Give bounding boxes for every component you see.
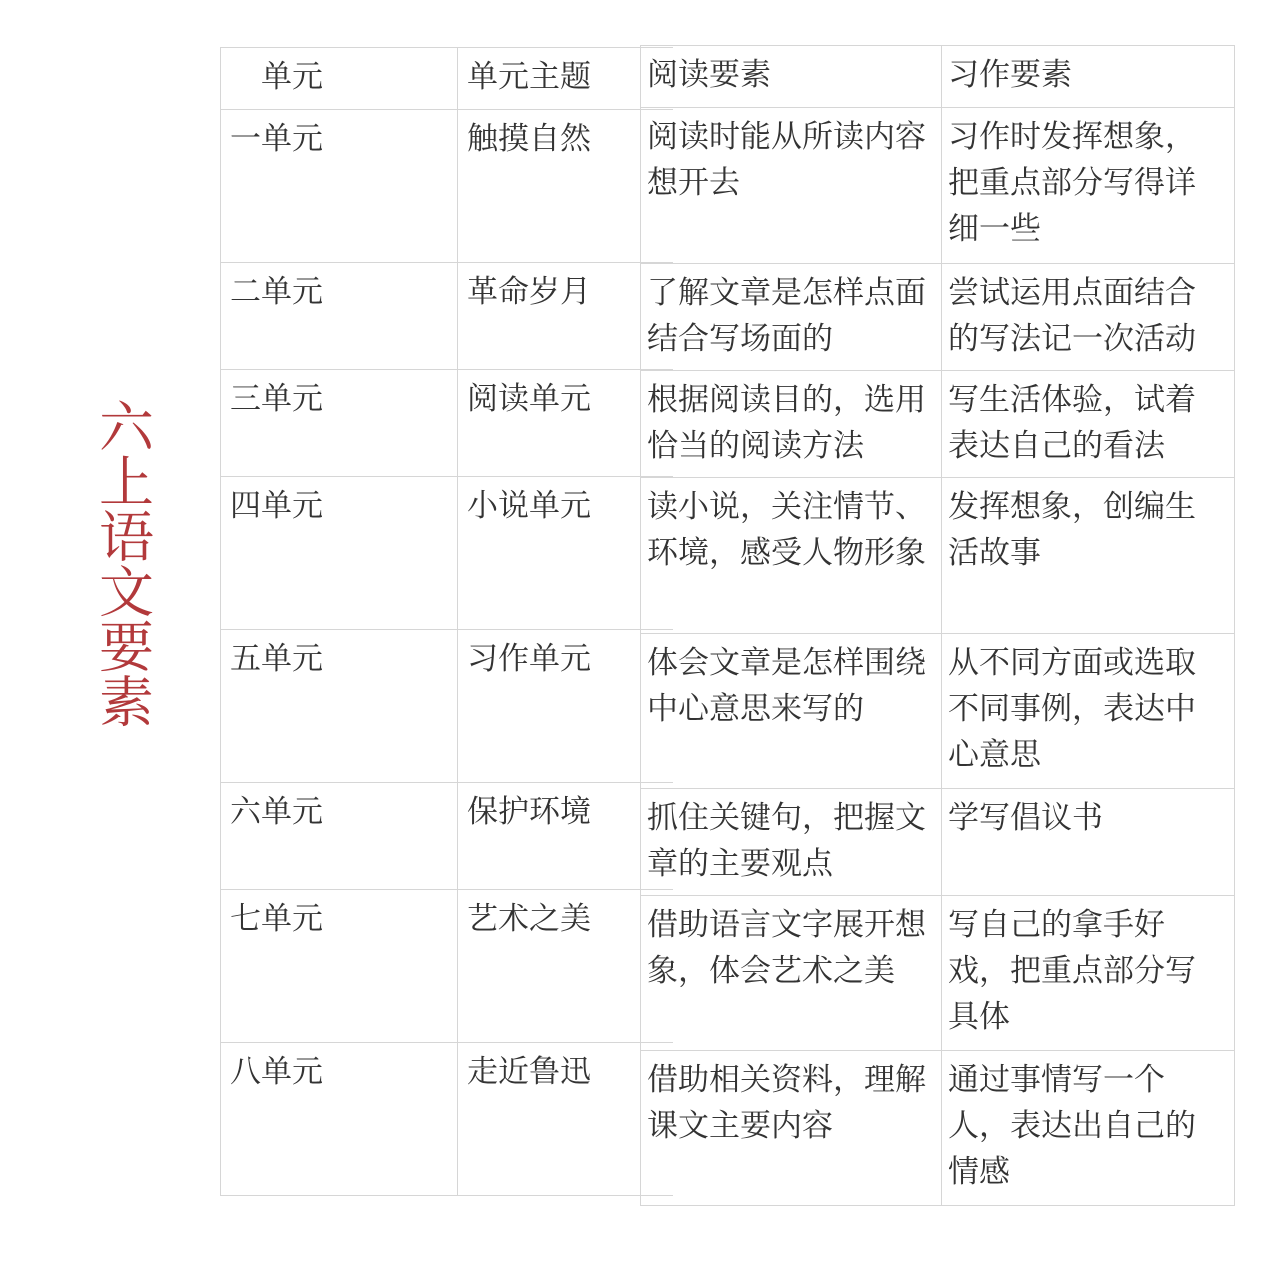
unit-cell: 二单元: [221, 263, 458, 370]
unit-cell: 四单元: [221, 477, 458, 630]
header-reading: 阅读要素: [641, 46, 942, 108]
table-row: [641, 264, 1235, 371]
table-row: [221, 630, 674, 783]
unit-cell: 七单元: [221, 890, 458, 1043]
writing-cell: 尝试运用点面结合的写法记一次活动: [942, 264, 1235, 371]
theme-cell: 走近鲁迅: [458, 1043, 674, 1196]
table-row: [221, 110, 674, 263]
table-row: [221, 370, 674, 477]
table-row: [641, 789, 1235, 896]
header-unit: 单元: [221, 48, 458, 110]
writing-cell: 习作时发挥想象，把重点部分写得详细一些: [942, 108, 1235, 264]
theme-cell: 革命岁月: [458, 263, 674, 370]
theme-cell: 艺术之美: [458, 890, 674, 1043]
table-row: [641, 634, 1235, 789]
unit-cell: 三单元: [221, 370, 458, 477]
header-row: [221, 48, 674, 110]
unit-cell: 八单元: [221, 1043, 458, 1196]
reading-cell: 抓住关键句，把握文章的主要观点: [641, 789, 942, 896]
table-row: [221, 263, 674, 370]
reading-cell: 读小说，关注情节、环境，感受人物形象: [641, 478, 942, 634]
elements-table: [640, 45, 1235, 1206]
reading-cell: 借助相关资料，理解课文主要内容: [641, 1051, 942, 1206]
writing-cell: 通过事情写一个人，表达出自己的情感: [942, 1051, 1235, 1206]
header-theme: 单元主题: [458, 48, 674, 110]
reading-cell: 体会文章是怎样围绕中心意思来写的: [641, 634, 942, 789]
table-row: [641, 478, 1235, 634]
header-row: [641, 46, 1235, 108]
writing-cell: 写自己的拿手好戏，把重点部分写具体: [942, 896, 1235, 1051]
theme-cell: 习作单元: [458, 630, 674, 783]
header-writing: 习作要素: [942, 46, 1235, 108]
table-row: [641, 1051, 1235, 1206]
table-row: [641, 371, 1235, 478]
theme-cell: 阅读单元: [458, 370, 674, 477]
unit-cell: 一单元: [221, 110, 458, 263]
writing-cell: 发挥想象，创编生活故事: [942, 478, 1235, 634]
reading-cell: 根据阅读目的，选用恰当的阅读方法: [641, 371, 942, 478]
table-row: [221, 783, 674, 890]
table-row: [641, 896, 1235, 1051]
unit-cell: 六单元: [221, 783, 458, 890]
theme-cell: 保护环境: [458, 783, 674, 890]
reading-cell: 阅读时能从所读内容想开去: [641, 108, 942, 264]
theme-cell: 小说单元: [458, 477, 674, 630]
writing-cell: 从不同方面或选取不同事例，表达中心意思: [942, 634, 1235, 789]
reading-cell: 了解文章是怎样点面结合写场面的: [641, 264, 942, 371]
reading-cell: 借助语言文字展开想象，体会艺术之美: [641, 896, 942, 1051]
writing-cell: 写生活体验，试着表达自己的看法: [942, 371, 1235, 478]
units-table: [220, 47, 673, 1196]
table-row: [221, 1043, 674, 1196]
writing-cell: 学写倡议书: [942, 789, 1235, 896]
document-title: 六上语文要素: [90, 398, 154, 728]
table-row: [221, 890, 674, 1043]
unit-cell: 五单元: [221, 630, 458, 783]
theme-cell: 触摸自然: [458, 110, 674, 263]
table-row: [221, 477, 674, 630]
table-row: [641, 108, 1235, 264]
